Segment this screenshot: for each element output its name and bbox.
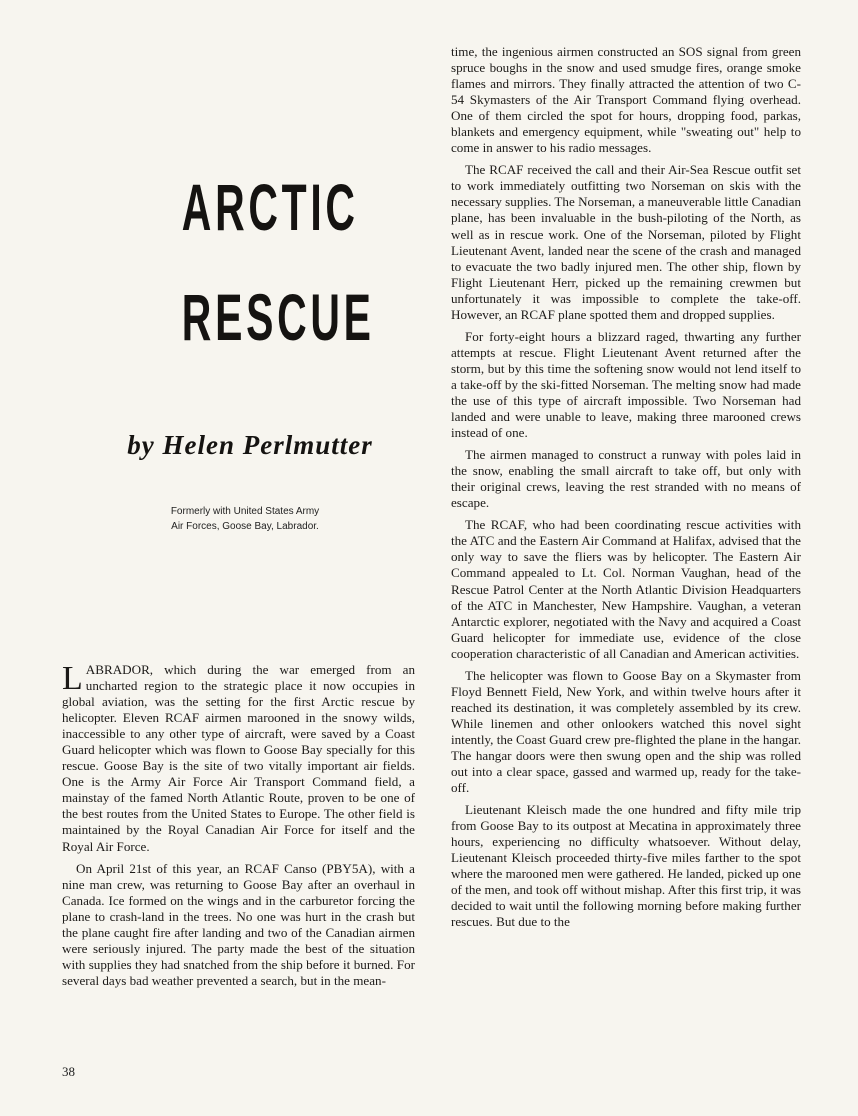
- paragraph: Lieutenant Kleisch made the one hundred and fifty mile trip from Goose Bay to its outpost at Mecatina in approximately three hours, experiencing no difficulty whatsoever. Without delay, Lieutenant Kleisch proceeded thirty-five miles farther to the spot where the marooned men were gathered. He landed, picked up one of the men, and took off without mishap. After this first trip, it was decided to wait until the following morning before making further rescues. But due to the: [451, 802, 801, 930]
- article-title-line-2: RESCUE: [181, 280, 375, 354]
- author-affiliation: [140, 504, 350, 534]
- paragraph: The airmen managed to construct a runway with poles laid in the snow, enabling the small aircraft to take off, but only with their original crews, leaving the rest stranded with no means of escape.: [451, 447, 801, 511]
- left-text-column: [62, 662, 415, 1060]
- paragraph-text: ABRADOR, which during the war emerged from an uncharted region to the strategic place it now occupies in global aviation, was the setting for the first Arctic rescue by helicopter. Eleven RCAF airmen marooned in the snowy wilds, inaccessible to any other type of aircraft, were saved by a Coast Guard helicopter which was flown to Goose Bay specially for this rescue. Goose Bay is the site of two vitally important air fields. One is the Army Air Force Air Transport Command field, a mainstay of the famed North Atlantic Route, proven to be one of the best routes from the United States to Europe. The other field is maintained by the Royal Canadian Air Force for itself and the Royal Air Force.: [62, 662, 415, 854]
- paragraph: On April 21st of this year, an RCAF Canso (PBY5A), with a nine man crew, was returning to Goose Bay after an overhaul in Canada. Ice formed on the wings and in the carburetor forcing the plane to crash-land in the trees. No one was hurt in the crash but the plane caught fire after landing and two of the Canadian airmen were seriously injured. The party made the best of the situation with supplies they had snatched from the ship before it burned. For several days bad weather prevented a search, but in the mean-: [62, 860, 415, 988]
- affiliation-line-2: Air Forces, Goose Bay, Labrador.: [171, 521, 319, 532]
- affiliation-line-1: Formerly with United States Army: [170, 506, 320, 517]
- paragraph: The RCAF, who had been coordinating rescue activities with the ATC and the Eastern Air Command at Halifax, advised that the only way to save the fliers was by helicopter. The Eastern Air Command appealed to Lt. Col. Norman Vaughan, head of the Rescue Patrol Center at the North Atlantic Division Headquarters of the ATC in Manchester, New Hampshire. Vaughan, a veteran Antarctic explorer, negotiated with the Navy and acquired a Coast Guard helicopter for immediate use, evidence of the close cooperation characteristic of all Canadian and American activities.: [451, 517, 801, 661]
- right-text-column: [451, 44, 801, 1084]
- drop-cap: L: [62, 662, 83, 697]
- byline: by Helen Perlmutter: [127, 430, 373, 460]
- paragraph: The RCAF received the call and their Air-Sea Rescue outfit set to work immediately outfitting two Norseman on skis with the necessary supplies. The Norseman, a maneuverable little Canadian plane, has been invaluable in the bush-piloting of the North, as well as in rescue work. One of the Norseman, piloted by Flight Lieutenant Avent, landed near the scene of the crash and managed to evacuate the two badly injured men. The other ship, flown by Flight Lieutenant Herr, picked up the remaining crewmen but unfortunately it was impossible to complete the take-off. However, an RCAF plane spotted them and dropped supplies.: [451, 162, 801, 322]
- article-title-line-1: ARCTIC: [181, 170, 359, 244]
- paragraph: The helicopter was flown to Goose Bay on a Skymaster from Floyd Bennett Field, New York, and within twelve hours after it reached its destination, it was completely assembled by its crew. While linemen and other onlookers watched this novel sight intently, the Coast Guard crew pre-flighted the plane in the hangar. The hangar doors were then swung open and the ship was rolled out into a clear space, gassed and warmed up, ready for the take-off.: [451, 667, 801, 796]
- paragraph: [62, 662, 415, 855]
- paragraph: time, the ingenious airmen constructed an SOS signal from green spruce boughs in the snow and used smudge fires, orange smoke flames and mirrors. They finally attracted the attention of two C-54 Skymasters of the Air Transport Command flying overhead. One of them circled the spot for hours, dropping food, parkas, blankets and emergency equipment, while "sweating out" help to come in answer to his radio messages.: [451, 44, 801, 156]
- page-number: 38: [62, 1064, 75, 1079]
- paragraph: For forty-eight hours a blizzard raged, thwarting any further attempts at rescue. Flight Lieutenant Avent returned after the storm, but by this time the softening snow would not lend itself to a take-off by the ski-fitted Norseman. The melting snow had made the use of this type of aircraft impossible. Two Norseman had landed and were unable to leave, making three marooned crews instead of one.: [451, 328, 801, 441]
